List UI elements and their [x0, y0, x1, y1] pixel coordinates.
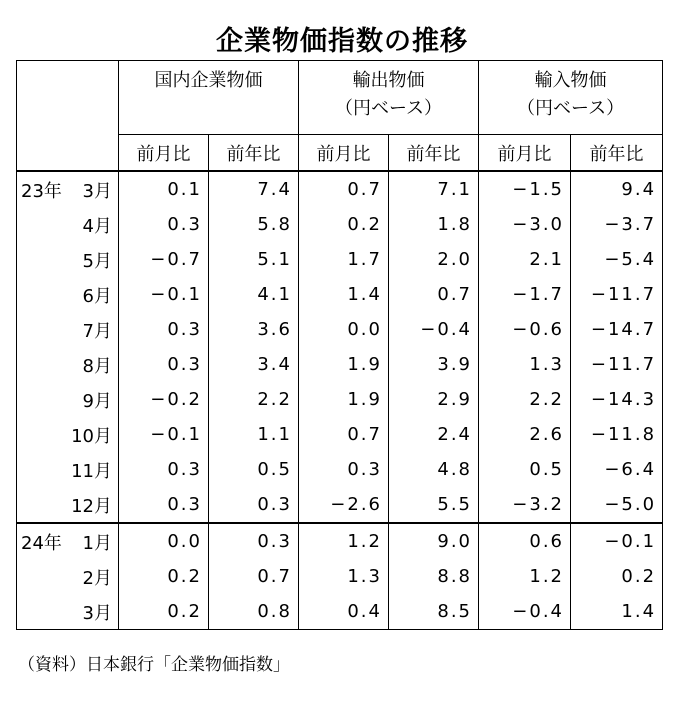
value-cell: −1.5	[479, 171, 571, 207]
row-label	[17, 347, 119, 382]
row-label	[17, 487, 119, 523]
value-cell: −3.0	[479, 207, 571, 242]
table-row	[17, 417, 663, 452]
value-cell: 0.3	[209, 523, 299, 559]
table-row	[17, 594, 663, 630]
source-note: （資料）日本銀行「企業物価指数」	[18, 655, 290, 675]
value-cell: 1.7	[299, 242, 389, 277]
column-header: 前月比	[299, 135, 389, 172]
value-cell: 4.1	[209, 277, 299, 312]
table-row	[17, 277, 663, 312]
row-label	[17, 594, 119, 630]
value-cell: −0.6	[479, 312, 571, 347]
value-cell: −0.1	[571, 523, 663, 559]
value-cell: 0.0	[299, 312, 389, 347]
value-cell: 1.1	[209, 417, 299, 452]
value-cell: −1.7	[479, 277, 571, 312]
value-cell: 1.9	[299, 347, 389, 382]
table-title: 企業物価指数の推移	[216, 26, 468, 57]
group-header-export	[299, 61, 479, 135]
row-label	[17, 523, 119, 559]
value-cell: −11.7	[571, 277, 663, 312]
value-cell: −0.1	[119, 277, 209, 312]
value-cell: −14.3	[571, 382, 663, 417]
value-cell: 1.8	[389, 207, 479, 242]
value-cell: 0.2	[299, 207, 389, 242]
row-label	[17, 312, 119, 347]
value-cell: 2.2	[479, 382, 571, 417]
value-cell: −11.8	[571, 417, 663, 452]
row-month: 12月	[71, 495, 112, 517]
value-cell: 2.0	[389, 242, 479, 277]
group-name: 国内企業物価	[154, 70, 263, 91]
value-cell: 1.2	[299, 523, 389, 559]
value-cell: 0.4	[299, 594, 389, 630]
row-month: 8月	[82, 355, 112, 377]
row-year: 23年	[21, 180, 62, 202]
value-cell: 1.3	[299, 559, 389, 594]
table-row	[17, 523, 663, 559]
column-header: 前月比	[119, 135, 209, 172]
row-month: 4月	[82, 215, 112, 237]
value-cell: 9.4	[571, 171, 663, 207]
column-header: 前年比	[389, 135, 479, 172]
value-cell: 7.1	[389, 171, 479, 207]
row-label	[17, 559, 119, 594]
row-month: 7月	[82, 320, 112, 342]
value-cell: 1.4	[299, 277, 389, 312]
group-header-domestic	[119, 61, 299, 135]
price-index-table	[16, 60, 663, 630]
value-cell: −3.2	[479, 487, 571, 523]
table-row	[17, 382, 663, 417]
value-cell: 0.0	[119, 523, 209, 559]
value-cell: 0.1	[119, 171, 209, 207]
row-month: 2月	[82, 567, 112, 589]
table-row	[17, 207, 663, 242]
group-name: 輸出物価	[352, 70, 425, 91]
value-cell: 4.8	[389, 452, 479, 487]
value-cell: −0.4	[389, 312, 479, 347]
value-cell: −0.2	[119, 382, 209, 417]
value-cell: 2.6	[479, 417, 571, 452]
table-row	[17, 242, 663, 277]
value-cell: 0.2	[119, 559, 209, 594]
value-cell: 2.9	[389, 382, 479, 417]
value-cell: 0.2	[571, 559, 663, 594]
row-month: 3月	[82, 180, 112, 202]
value-cell: −0.1	[119, 417, 209, 452]
value-cell: 8.5	[389, 594, 479, 630]
row-label	[17, 382, 119, 417]
value-cell: 0.2	[119, 594, 209, 630]
value-cell: 0.3	[119, 487, 209, 523]
column-header: 前年比	[209, 135, 299, 172]
value-cell: 1.2	[479, 559, 571, 594]
row-label	[17, 417, 119, 452]
value-cell: 0.3	[299, 452, 389, 487]
column-header: 前年比	[571, 135, 663, 172]
row-month: 9月	[82, 390, 112, 412]
value-cell: 0.7	[389, 277, 479, 312]
value-cell: −3.7	[571, 207, 663, 242]
value-cell: 2.2	[209, 382, 299, 417]
row-month: 5月	[82, 250, 112, 272]
group-header-import	[479, 61, 663, 135]
table-row	[17, 171, 663, 207]
group-subtitle: （円ベース）	[516, 98, 625, 119]
value-cell: 0.5	[479, 452, 571, 487]
table-row	[17, 559, 663, 594]
value-cell: −0.7	[119, 242, 209, 277]
value-cell: −14.7	[571, 312, 663, 347]
group-name: 輸入物価	[534, 70, 607, 91]
value-cell: 5.1	[209, 242, 299, 277]
value-cell: 9.0	[389, 523, 479, 559]
value-cell: 0.7	[209, 559, 299, 594]
value-cell: 2.4	[389, 417, 479, 452]
value-cell: 0.7	[299, 171, 389, 207]
table-row	[17, 347, 663, 382]
column-header: 前月比	[479, 135, 571, 172]
value-cell: −2.6	[299, 487, 389, 523]
value-cell: 1.3	[479, 347, 571, 382]
value-cell: 5.5	[389, 487, 479, 523]
value-cell: −0.4	[479, 594, 571, 630]
value-cell: 0.3	[119, 207, 209, 242]
group-subtitle: （円ベース）	[334, 98, 443, 119]
row-month: 6月	[82, 285, 112, 307]
value-cell: 3.6	[209, 312, 299, 347]
table-row	[17, 452, 663, 487]
value-cell: 0.3	[119, 452, 209, 487]
value-cell: 0.3	[119, 347, 209, 382]
value-cell: 3.9	[389, 347, 479, 382]
value-cell: 0.3	[209, 487, 299, 523]
row-year: 24年	[21, 532, 62, 554]
row-month: 11月	[71, 460, 112, 482]
row-label	[17, 277, 119, 312]
value-cell: −5.4	[571, 242, 663, 277]
value-cell: 5.8	[209, 207, 299, 242]
row-label	[17, 452, 119, 487]
group-header-row	[17, 61, 663, 135]
value-cell: 0.5	[209, 452, 299, 487]
table-row	[17, 312, 663, 347]
value-cell: −6.4	[571, 452, 663, 487]
row-month: 10月	[71, 425, 112, 447]
row-label	[17, 242, 119, 277]
row-month: 3月	[82, 602, 112, 624]
value-cell: −5.0	[571, 487, 663, 523]
value-cell: 0.6	[479, 523, 571, 559]
row-label	[17, 171, 119, 207]
value-cell: 0.8	[209, 594, 299, 630]
value-cell: −11.7	[571, 347, 663, 382]
corner-cell	[17, 61, 119, 172]
value-cell: 8.8	[389, 559, 479, 594]
value-cell: 1.4	[571, 594, 663, 630]
table-row	[17, 487, 663, 523]
value-cell: 2.1	[479, 242, 571, 277]
value-cell: 0.3	[119, 312, 209, 347]
value-cell: 1.9	[299, 382, 389, 417]
value-cell: 3.4	[209, 347, 299, 382]
value-cell: 7.4	[209, 171, 299, 207]
value-cell: 0.7	[299, 417, 389, 452]
row-label	[17, 207, 119, 242]
row-month: 1月	[82, 532, 112, 554]
